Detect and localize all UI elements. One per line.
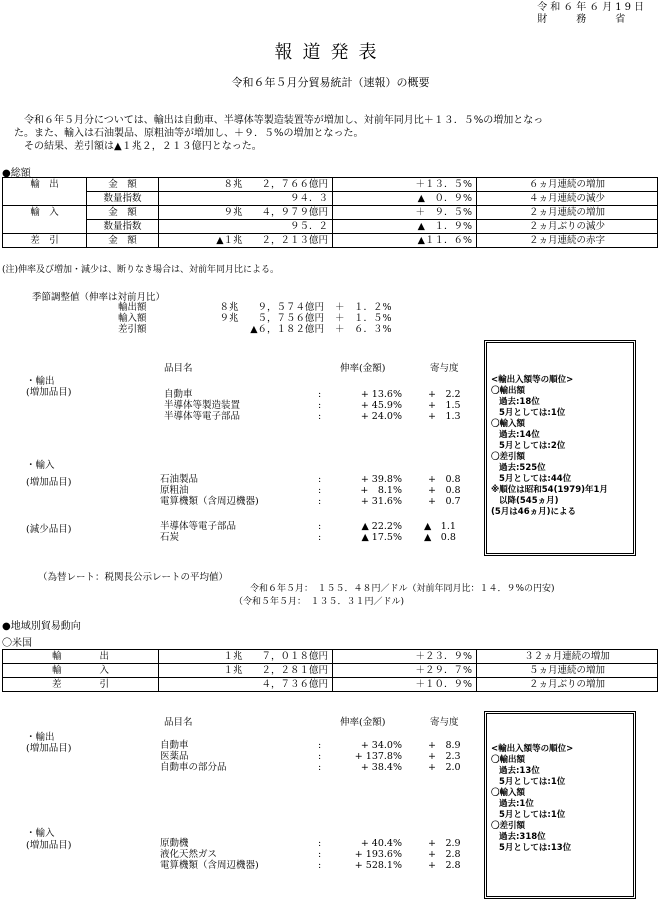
list-item: 半導体等製造装置 [164, 400, 241, 411]
table-cell: ９５．２ [159, 220, 333, 234]
rank-line: 〇輸入額 [491, 788, 526, 798]
total-section-heading: ●総額 [2, 168, 31, 179]
table-cell: ４ヵ月連続の減少 [477, 192, 658, 206]
list-item: 自動車 [164, 389, 193, 400]
seasonal-value: ▲６，１８２億円 [250, 324, 324, 335]
table-cell: ▲１１．６% [333, 234, 477, 248]
colon-column: : : : [318, 838, 322, 871]
table-cell: 金 額 [87, 178, 159, 192]
contrib-value: + 8.9 [428, 740, 461, 751]
table-row [3, 664, 658, 678]
table-row [3, 192, 658, 206]
table-row [3, 678, 658, 692]
col-header-rate: 伸率(金額) [340, 363, 386, 374]
rate-value: + 137.8% [354, 751, 402, 762]
seasonal-label: 差引額 [118, 324, 147, 335]
rate-value: + 40.4% [360, 838, 402, 849]
rate-value: ▲ 17.5% [361, 532, 402, 543]
table-cell: ＋１３．５% [333, 178, 477, 192]
table-cell [3, 220, 87, 234]
table-cell: ６ヵ月連続の増加 [477, 178, 658, 192]
total-table [2, 177, 658, 248]
page-subtitle: 令和６年５月分貿易統計（速報）の概要 [231, 76, 430, 89]
colon-column: : : : [318, 740, 322, 773]
list-item: 原動機 [160, 838, 189, 849]
contrib-value: + 0.8 [428, 485, 461, 496]
export-increase-contrib [428, 389, 461, 422]
table-row [3, 650, 658, 664]
fx-heading: （為替レート：税関長公示レートの平均値） [38, 572, 229, 583]
contrib-value: + 1.5 [428, 400, 461, 411]
note-text: (注)伸率及び増加・減少は、断りなき場合は、対前年同月比による。 [2, 265, 280, 275]
rate-value: + 193.6% [354, 849, 402, 860]
list-item: 石油製品 [160, 474, 199, 485]
fx-current: 令和６年５月： １５５．４８円／ドル（対前年同月比：１４．９%の円安) [250, 584, 555, 594]
col-header-rate: 伸率(金額) [340, 717, 386, 728]
contrib-value: ▲ 1.1 [424, 521, 456, 532]
intro-line: 令和６年５月分については、輸出は自動車、半導体等製造装置等が増加し、対前年同月比＋１３．５%の増加となっ [14, 115, 544, 126]
table-cell: 輸 出 [3, 178, 87, 192]
list-item: 液化天然ガス [160, 849, 218, 860]
rank-line: 以降(545ヵ月) [499, 496, 559, 506]
table-cell: ＋２９．７% [333, 664, 477, 678]
contrib-value: + 0.8 [428, 474, 461, 485]
seasonal-value: ８兆 ９，５７４億円 [219, 302, 324, 313]
rank-line: 過去:1位 [499, 799, 534, 809]
colon-column: : : : [318, 389, 322, 422]
rank-box-title: <輸出入額等の順位> [491, 744, 574, 754]
rank-line: 〇差引額 [491, 821, 526, 831]
intro-paragraph [14, 114, 654, 153]
rank-line: 5月としては:1位 [499, 408, 566, 418]
contrib-value: + 2.0 [428, 762, 461, 773]
us-import-label: ・輸入 [26, 828, 55, 839]
rank-line: 〇輸入額 [491, 419, 526, 429]
rank-line: 過去:525位 [499, 463, 546, 473]
export-increase-items [164, 389, 240, 422]
import-decrease-rates [330, 521, 402, 543]
rate-value: + 39.8% [360, 474, 402, 485]
table-cell: 輸 出 [3, 650, 159, 664]
list-item: 医薬品 [160, 751, 189, 762]
contrib-value: + 2.8 [428, 860, 461, 871]
contrib-value: + 2.3 [428, 751, 461, 762]
region-section-heading: ●地域別貿易動向 [2, 621, 81, 632]
table-row [3, 220, 658, 234]
table-row [3, 206, 658, 220]
release-header [537, 2, 647, 26]
intro-line: た。また、輸入は石油製品、原粗油等が増加し、＋９．５%の増加となった。 [14, 128, 364, 139]
col-header-contrib: 寄与度 [430, 717, 459, 728]
seasonal-rates [335, 302, 392, 335]
rate-value: + 8.1% [360, 485, 402, 496]
col-header-item: 品目名 [164, 363, 193, 374]
table-cell: 金 額 [87, 234, 159, 248]
table-cell: ２ヵ月連続の増加 [477, 206, 658, 220]
table-cell: ３２ヵ月連続の増加 [477, 650, 658, 664]
table-row [3, 234, 658, 248]
table-cell: 輸 入 [3, 664, 159, 678]
rate-value: + 34.0% [360, 740, 402, 751]
import-decrease-label: (減少品目) [26, 524, 72, 535]
table-cell: ８兆 ２，７６６億円 [159, 178, 333, 192]
intro-line: その結果、差引額は▲１兆２，２１３億円となった。 [14, 141, 262, 152]
rank-line: 過去:318位 [499, 832, 546, 842]
table-cell: １兆 ２，２８１億円 [159, 664, 333, 678]
table-cell: 金 額 [87, 206, 159, 220]
us-export-increase-label: (増加品目) [26, 743, 72, 754]
list-item: 石炭 [160, 532, 180, 543]
us-export-increase-rates [330, 740, 402, 773]
export-increase-label: (増加品目) [26, 387, 72, 398]
rank-line: 5月としては:13位 [499, 843, 572, 853]
list-item: 自動車の部分品 [160, 762, 227, 773]
table-cell: 差 引 [3, 234, 87, 248]
table-cell: ２ヵ月ぶりの減少 [477, 220, 658, 234]
table-cell: ５ヵ月連続の増加 [477, 664, 658, 678]
table-cell: 差 引 [3, 678, 159, 692]
us-import-increase-label: (増加品目) [26, 840, 72, 851]
contrib-value: + 2.2 [428, 389, 461, 400]
rank-line: 〇輸出額 [491, 386, 526, 396]
rank-line: 〇輸出額 [491, 755, 526, 765]
rank-box [484, 340, 636, 556]
table-cell: ２ヵ月連続の赤字 [477, 234, 658, 248]
list-item: 半導体等電子部品 [164, 411, 241, 422]
table-cell: ４，７３６億円 [159, 678, 333, 692]
contrib-value: + 0.7 [428, 496, 461, 507]
us-export-label: ・輸出 [26, 732, 55, 743]
table-cell: ＋１０．９% [333, 678, 477, 692]
import-label: ・輸入 [26, 460, 55, 471]
us-export-increase-contrib [428, 740, 461, 773]
release-date: 令和６年６月19日 [537, 2, 647, 13]
list-item: 自動車 [160, 740, 189, 751]
list-item: 電算機類（含周辺機器) [160, 860, 259, 871]
page-title: 報道発表 [274, 42, 387, 63]
seasonal-label: 輸出額 [118, 302, 147, 313]
fx-previous: （令和５年５月： １３５．３１円／ドル) [234, 597, 405, 607]
contrib-value: + 2.8 [428, 849, 461, 860]
rank-line: 過去:18位 [499, 397, 540, 407]
table-cell: ２ヵ月ぶりの増加 [477, 678, 658, 692]
export-increase-rates [330, 389, 402, 422]
rate-value: + 528.1% [354, 860, 402, 871]
seasonal-value: ９兆 ５，７５６億円 [219, 313, 324, 324]
col-header-contrib: 寄与度 [430, 363, 459, 374]
us-export-increase-items [160, 740, 227, 773]
list-item: 電算機類（含周辺機器) [160, 496, 259, 507]
table-cell: ▲ ０．９% [333, 192, 477, 206]
rank-line: 過去:14位 [499, 430, 540, 440]
list-item: 半導体等電子部品 [160, 521, 237, 532]
rate-value: + 45.9% [360, 400, 402, 411]
rank-box-title: <輸出入額等の順位> [491, 375, 574, 385]
import-increase-rates [330, 474, 402, 507]
table-cell: ９４．３ [159, 192, 333, 206]
rate-value: + 38.4% [360, 762, 402, 773]
import-increase-label: (増加品目) [26, 477, 72, 488]
table-cell: 数量指数 [87, 220, 159, 234]
seasonal-values [170, 302, 324, 335]
table-cell: １兆 ７，０１８億円 [159, 650, 333, 664]
table-cell: ９兆 ４，９７９億円 [159, 206, 333, 220]
contrib-value: ▲ 0.8 [424, 532, 456, 543]
rank-line: ※順位は昭和54(1979)年1月 [491, 485, 608, 495]
seasonal-labels [118, 302, 147, 335]
seasonal-label: 輸入額 [118, 313, 147, 324]
rate-value: + 13.6% [360, 389, 402, 400]
ministry-name: 財 務 省 [537, 14, 629, 25]
rank-line: (5月は46ヵ月)による [491, 507, 577, 517]
table-cell: 数量指数 [87, 192, 159, 206]
rank-line: 5月としては:1位 [499, 810, 566, 820]
import-increase-contrib [428, 474, 461, 507]
rank-line: 〇差引額 [491, 452, 526, 462]
rate-value: + 31.6% [360, 496, 402, 507]
colon-column: : : [318, 521, 322, 543]
us-import-increase-rates [330, 838, 402, 871]
export-label: ・輸出 [26, 376, 55, 387]
rank-line: 5月としては:2位 [499, 441, 566, 451]
rank-box [484, 711, 636, 899]
seasonal-rate: ＋ １．２% [335, 302, 392, 313]
colon-column: : : : [318, 474, 322, 507]
us-import-increase-items [160, 838, 259, 871]
table-cell: ＋ ９．５% [333, 206, 477, 220]
col-header-item: 品目名 [164, 717, 193, 728]
rank-line: 過去:13位 [499, 766, 540, 776]
rank-line: 5月としては:1位 [499, 777, 566, 787]
us-label: 〇米国 [2, 638, 32, 649]
import-decrease-items [160, 521, 236, 543]
import-decrease-contrib [424, 521, 456, 543]
import-increase-items [160, 474, 259, 507]
seasonal-rate: ＋ ６．３% [335, 324, 392, 335]
table-cell: ▲１兆 ２，２１３億円 [159, 234, 333, 248]
table-cell: 輸 入 [3, 206, 87, 220]
table-cell [3, 192, 87, 206]
rate-value: ▲ 22.2% [361, 521, 402, 532]
table-row [3, 178, 658, 192]
table-cell: ＋２３．９% [333, 650, 477, 664]
list-item: 原粗油 [160, 485, 189, 496]
contrib-value: + 2.9 [428, 838, 461, 849]
seasonal-heading: 季節調整値（伸率は対前月比） [32, 292, 166, 303]
table-cell: ▲ １．９% [333, 220, 477, 234]
rank-line: 5月としては:44位 [499, 474, 572, 484]
us-import-increase-contrib [428, 838, 461, 871]
contrib-value: + 1.3 [428, 411, 461, 422]
rate-value: + 24.0% [360, 411, 402, 422]
seasonal-rate: ＋ １．５% [335, 313, 392, 324]
us-table [2, 649, 658, 692]
